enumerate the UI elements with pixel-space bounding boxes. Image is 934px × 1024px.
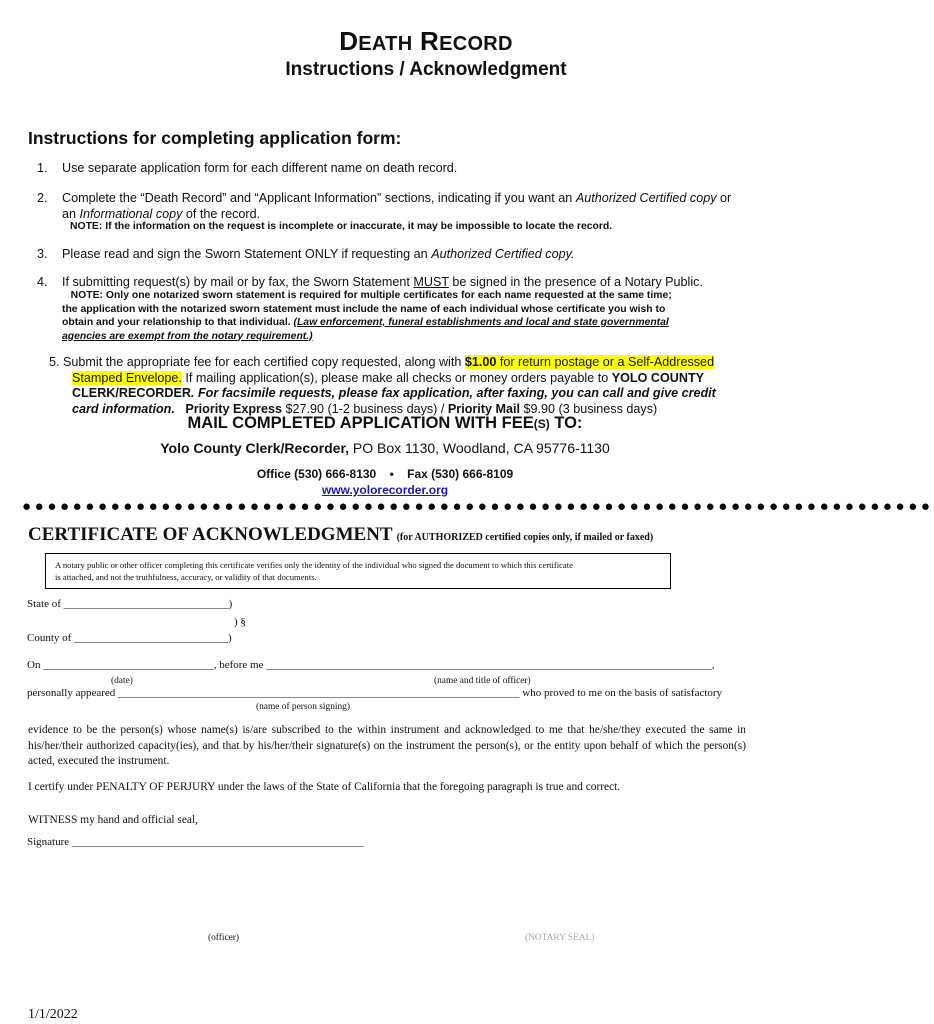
title-part: R <box>419 26 440 56</box>
document-title <box>0 26 852 57</box>
text: of the record. <box>182 207 261 221</box>
text: Priority Express <box>185 401 282 416</box>
text: CERTIFICATE OF ACKNOWLEDGMENT <box>28 524 393 545</box>
notary-seal-label: (NOTARY SEAL) <box>525 933 595 943</box>
certificate-heading <box>28 524 653 546</box>
perjury-statement: I certify under PENALTY OF PERJURY under the laws of the State of California that the foregoing paragraph is true and correct. <box>28 781 621 793</box>
mailing-address <box>0 440 770 456</box>
text: Complete the “Death Record” and “Applicant Information” sections, indicating if you want an <box>62 191 576 205</box>
text: be signed in the presence of a Notary Public. <box>448 275 703 289</box>
text: If submitting request(s) by mail or by fax, the Sworn Statement <box>62 275 414 289</box>
text: MAIL COMPLETED APPLICATION WITH FEE <box>187 414 534 432</box>
text: Stamped Envelope. <box>72 370 182 385</box>
text: CLERK/RECORDER <box>72 386 191 400</box>
personally-appeared-line[interactable]: personally appeared _________________________________________________________________________ who proved to me on the basis of satisfactory <box>27 687 723 699</box>
instruction-item-5 <box>49 355 716 417</box>
text: . For facsimile requests, please fax application, after faxing, you can call and give credit <box>190 386 716 400</box>
footer-date: 1/1/2022 <box>28 1007 78 1022</box>
instruction-item-2-number: 2. <box>37 191 48 205</box>
text: for return postage or a Self-Addressed <box>496 355 715 369</box>
text: Authorized Certified copy <box>575 191 717 205</box>
notary-disclaimer-box <box>45 553 671 589</box>
text: agencies are exempt from the notary requirement.) <box>62 330 313 342</box>
office-phone: Office (530) 666-8130 <box>256 467 377 481</box>
text: an <box>62 207 80 221</box>
date-caption: (date) <box>111 676 133 686</box>
text: If mailing application(s), please make all checks or money orders payable to <box>181 370 612 385</box>
text: obtain and your relationship to that individual. <box>62 317 294 328</box>
website-link[interactable]: www.yolorecorder.org <box>321 483 449 497</box>
item-number: 1. <box>37 161 48 175</box>
text: is attached, and not the truthfulness, accuracy, or validity of that documents. <box>55 572 317 582</box>
text: (Law enforcement, funeral establishments and local and state governmental <box>293 317 669 328</box>
text: Please read and sign the Sworn Statement ONLY if requesting an <box>62 247 432 261</box>
text: NOTE: Only one notarized sworn statement is required for multiple certificates for each name requested at the same time; <box>70 290 672 301</box>
state-field[interactable]: State of ______________________________) <box>27 598 233 610</box>
county-field[interactable]: County of ____________________________) <box>27 632 232 644</box>
instruction-item-4-number: 4. <box>37 275 48 289</box>
signature-field[interactable]: Signature _____________________________________________________ <box>27 836 364 848</box>
instruction-item-4-note <box>62 289 672 343</box>
fax-number: Fax (530) 666-8109 <box>407 467 514 481</box>
officer-label: (officer) <box>208 933 240 943</box>
text: $27.90 (1-2 business days) / <box>281 401 448 416</box>
dotted-divider: ●●●●●●●●●●●●●●●●●●●●●●●●●●●●●●●●●●●●●●●●●●●●●●●●●●●●●●●●●●●●●●●●●●●●●●●● <box>22 498 934 515</box>
text: A notary public or other officer completing this certificate verifies only the identity of the individual who signed the document to which this certificate <box>55 560 573 570</box>
text: 5. Submit the appropriate fee for each certified copy requested, along with <box>49 355 465 369</box>
text: $9.90 (3 business days) <box>519 401 658 416</box>
instruction-item-4-text <box>62 274 703 290</box>
text: MUST <box>413 275 449 289</box>
title-part: EATH <box>358 33 413 55</box>
text: Yolo County Clerk/Recorder, <box>160 440 350 456</box>
text: TO: <box>549 414 583 432</box>
text: Priority Mail <box>447 401 520 416</box>
signer-caption: (name of person signing) <box>256 702 350 712</box>
instruction-item-1-text: Use separate application form for each different name on death record. <box>62 161 458 175</box>
bullet-icon: • <box>389 467 394 481</box>
mailing-heading <box>0 414 770 433</box>
witness-line: WITNESS my hand and official seal, <box>28 814 198 826</box>
evidence-paragraph: evidence to be the person(s) whose name(s) is/are subscribed to the within instrument and acknowledged to me that he/she/they executed the same in his/her/their authorized capacity(ies), and that by his/her/their signature(s) on the instrument the person(s), or the entity upon behalf of which the person(s) acted, executed the instrument. <box>28 724 746 767</box>
document-subtitle: Instructions / Acknowledgment <box>285 59 567 80</box>
instruction-item-3-text <box>62 246 574 262</box>
text: (S) <box>533 417 550 431</box>
fee-amount: $1.00 <box>464 355 497 369</box>
text: PO Box 1130, Woodland, CA 95776-1130 <box>349 440 610 456</box>
text: (for AUTHORIZED certified copies only, if mailed or faxed) <box>396 532 654 543</box>
text: YOLO COUNTY <box>611 370 705 385</box>
text: Informational copy <box>79 207 183 221</box>
instruction-item-2-text <box>62 190 731 222</box>
instruction-item-1 <box>37 160 48 176</box>
text: or <box>716 191 732 205</box>
contact-phones <box>0 467 770 481</box>
instruction-item-3-number: 3. <box>37 247 48 261</box>
section-mark: ) § <box>234 616 246 628</box>
title-part: D <box>339 26 359 56</box>
title-part: ECORD <box>439 33 513 55</box>
text: the application with the notarized sworn statement must include the name of each individual whose certificate you wish to <box>62 303 666 315</box>
instruction-item-2-note: NOTE: If the information on the request is incomplete or inaccurate, it may be impossible to locate the record. <box>70 221 613 232</box>
text: card information. <box>72 401 175 416</box>
date-officer-line[interactable]: On _______________________________, before me _________________________________________________________________________________, <box>27 659 715 671</box>
officer-caption: (name and title of officer) <box>434 676 531 686</box>
text: Authorized Certified copy. <box>431 247 575 261</box>
instructions-heading: Instructions for completing application form: <box>28 128 402 148</box>
